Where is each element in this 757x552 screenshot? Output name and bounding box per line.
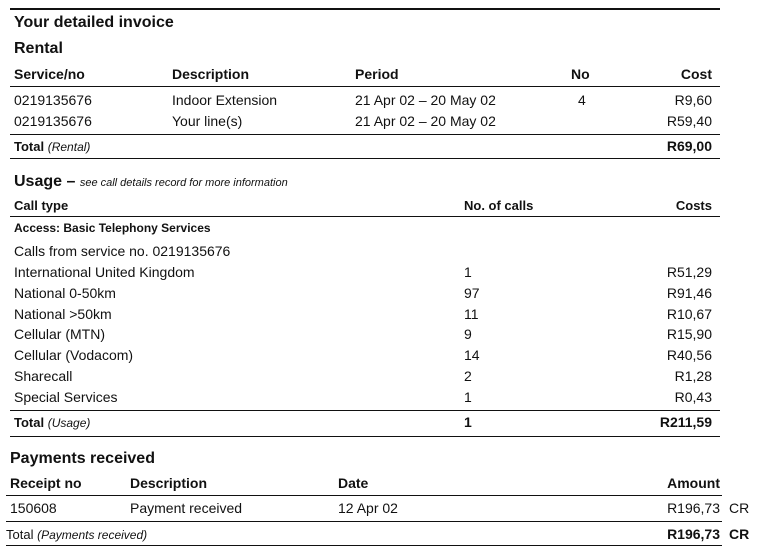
rental-row-1-period: 21 Apr 02 – 20 May 02: [355, 92, 496, 108]
usage-heading-line: [14, 173, 288, 191]
payments-header-receipt: Receipt no: [10, 475, 82, 491]
usage-row-2-type: National 0-50km: [14, 285, 116, 301]
rental-heading: Rental: [14, 40, 63, 57]
usage-header-costs: Costs: [675, 198, 712, 213]
rental-total-word: Total: [14, 139, 45, 154]
usage-header-no-calls: No. of calls: [464, 198, 534, 213]
usage-row-6-calls: 2: [464, 368, 472, 384]
payments-row-1-description: Payment received: [130, 500, 243, 516]
usage-row-5-calls: 14: [464, 347, 480, 363]
usage-row-3-cost: R10,67: [666, 306, 712, 322]
payments-row-1-amount: R196,73: [667, 500, 720, 516]
usage-total-top-rule: [10, 410, 720, 411]
usage-total-sub: (Usage): [47, 416, 91, 430]
usage-calls-from: Calls from service no. 0219135676: [14, 243, 231, 259]
usage-row-4-type: Cellular (MTN): [14, 326, 105, 342]
usage-total-calls: 1: [464, 414, 472, 430]
usage-row-3-calls: 11: [464, 306, 479, 322]
rental-row-1-service: 0219135676: [14, 92, 92, 108]
rental-header-description: Description: [172, 66, 250, 82]
rental-total-sub: (Rental): [47, 140, 91, 154]
rental-row-2-service: 0219135676: [14, 113, 92, 129]
payments-total-label: [6, 527, 147, 542]
payments-total-bottom-rule: [6, 545, 722, 546]
payments-row-1-cr: CR: [729, 500, 750, 516]
payments-heading: Payments received: [10, 450, 155, 467]
usage-row-2-calls: 97: [464, 285, 480, 301]
rental-header-rule: [10, 86, 720, 87]
rental-total-label: [14, 139, 90, 154]
rental-header-period: Period: [355, 66, 399, 82]
rental-header-no: No: [571, 66, 590, 82]
payments-header-description: Description: [130, 475, 208, 491]
payments-total-top-rule: [6, 521, 722, 522]
page-title: Your detailed invoice: [14, 14, 174, 31]
usage-row-5-cost: R40,56: [666, 347, 712, 363]
rental-header-service: Service/no: [14, 66, 85, 82]
rental-total-bottom-rule: [10, 158, 720, 159]
usage-row-1-type: International United Kingdom: [14, 264, 195, 280]
rental-header-cost: Cost: [680, 66, 712, 82]
usage-total-label: [14, 415, 90, 430]
usage-row-6-type: Sharecall: [14, 368, 73, 384]
payments-header-rule: [6, 495, 722, 496]
top-rule: [10, 8, 720, 10]
rental-row-2-cost: R59,40: [666, 113, 712, 129]
payments-total-sub: (Payments received): [37, 528, 148, 542]
rental-row-1-description: Indoor Extension: [172, 92, 278, 108]
payments-row-1-receipt: 150608: [10, 500, 57, 516]
usage-note: see call details record for more information: [79, 177, 288, 189]
usage-row-1-cost: R51,29: [666, 264, 712, 280]
rental-row-1-cost: R9,60: [674, 92, 712, 108]
payments-header-amount: Amount: [667, 475, 720, 491]
usage-header-rule: [10, 216, 720, 217]
payments-total-word: Total: [6, 527, 34, 542]
usage-total-value: R211,59: [659, 414, 712, 430]
usage-row-4-cost: R15,90: [666, 326, 712, 342]
payments-total-cr: CR: [729, 526, 750, 542]
rental-row-2-period: 21 Apr 02 – 20 May 02: [355, 113, 496, 129]
usage-row-7-calls: 1: [464, 389, 472, 405]
usage-row-7-type: Special Services: [14, 389, 118, 405]
rental-total-value: R69,00: [666, 138, 712, 154]
usage-access-label: Access: Basic Telephony Services: [14, 221, 211, 235]
usage-heading: Usage –: [14, 173, 76, 190]
payments-header-date: Date: [338, 475, 369, 491]
rental-row-1-no: 4: [578, 92, 586, 108]
usage-row-7-cost: R0,43: [674, 389, 712, 405]
usage-total-bottom-rule: [10, 436, 720, 437]
usage-header-call-type: Call type: [14, 198, 69, 213]
usage-row-6-cost: R1,28: [674, 368, 712, 384]
rental-total-top-rule: [10, 134, 720, 135]
payments-row-1-date: 12 Apr 02: [338, 500, 398, 516]
usage-total-word: Total: [14, 415, 45, 430]
usage-row-1-calls: 1: [464, 264, 472, 280]
usage-row-5-type: Cellular (Vodacom): [14, 347, 134, 363]
usage-row-4-calls: 9: [464, 326, 472, 342]
usage-row-2-cost: R91,46: [666, 285, 712, 301]
usage-row-3-type: National >50km: [14, 306, 112, 322]
payments-total-value: R196,73: [667, 526, 720, 542]
rental-row-2-description: Your line(s): [172, 113, 243, 129]
